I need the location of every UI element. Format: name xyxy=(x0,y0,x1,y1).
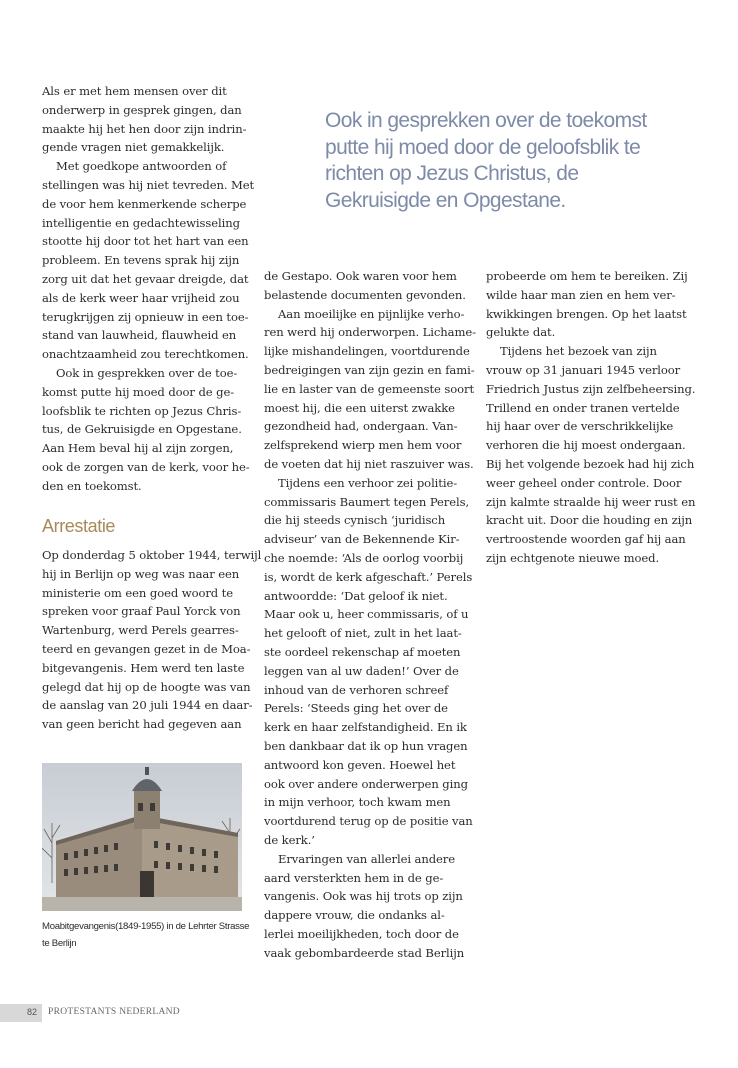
text-line: tus, de Gekruisigde en Opgestane. xyxy=(42,422,242,437)
text-line: Ook in gesprekken over de toe- xyxy=(56,365,238,380)
text-line: Wartenburg, werd Perels gearres- xyxy=(42,623,239,638)
column-2 xyxy=(264,267,476,962)
paragraph xyxy=(486,342,696,568)
text-line: probeerde om hem te bereiken. Zij xyxy=(486,269,688,283)
page-number: 82 xyxy=(27,1007,38,1017)
text-line: stellingen was hij niet tevreden. Met xyxy=(42,177,255,192)
text-line: het gelooft of niet, zult in het laat- xyxy=(264,626,462,641)
section-heading: Arrestatie xyxy=(42,516,116,536)
text-line: maakte hij het hen door zijn indrin- xyxy=(42,121,247,136)
text-line: Bij het volgende bezoek had hij zich xyxy=(486,456,695,471)
text-line: den en toekomst. xyxy=(42,478,142,493)
paragraph xyxy=(42,364,250,496)
text-line: hij haar over de verschrikkelijke xyxy=(486,419,674,434)
text-line: aard versterkten hem in de ge- xyxy=(264,870,444,885)
text-line: ministerie om een goed woord te xyxy=(42,585,233,600)
text-line: als de kerk weer haar vrijheid zou xyxy=(42,290,240,305)
text-line: kracht uit. Door die houding en zijn xyxy=(486,513,693,528)
text-line: zorg uit dat het gevaar dreigde, dat xyxy=(42,271,249,286)
text-line: de aanslag van 20 juli 1944 en daar- xyxy=(42,698,253,713)
text-line: kerk en haar zelfstandigheid. En ik xyxy=(264,720,467,735)
text-line: gende vragen niet gemakkelijk. xyxy=(42,140,225,155)
text-line: zelfsprekend wierp men hem voor xyxy=(264,438,462,453)
text-line: terugkrijgen zij opnieuw in een toe- xyxy=(42,309,249,324)
moabit-prison-photo xyxy=(42,763,242,911)
text-line: gezondheid had, ondergaan. Van- xyxy=(264,419,458,434)
text-line: ren werd hij onderworpen. Lichame- xyxy=(264,325,476,340)
text-line: Friedrich Justus zijn zelfbeheersing. xyxy=(486,381,696,396)
text-line: intelligentie en gedachtewisseling xyxy=(42,215,240,230)
text-line: vrouw op 31 januari 1945 verloor xyxy=(486,362,681,377)
text-line: leggen van al uw daden!’ Over de xyxy=(264,663,459,678)
text-line: in mijn verhoor, toch kwam men xyxy=(264,795,451,810)
paragraph xyxy=(264,474,473,850)
text-line: stootte hij door tot het hart van een xyxy=(42,234,249,249)
paragraph xyxy=(264,305,476,474)
paragraph xyxy=(42,157,255,364)
column-3 xyxy=(486,267,696,568)
text-line: Aan moeilijke en pijnlijke verho- xyxy=(278,306,465,321)
paragraph xyxy=(42,82,247,157)
text-line: Tijdens het bezoek van zijn xyxy=(500,344,657,359)
text-line: spreken voor graaf Paul Yorck von xyxy=(42,604,241,619)
text-line: ste oordeel rekenschap af moeten xyxy=(264,644,461,659)
text-line: adviseur’ van de Bekennende Kir- xyxy=(264,532,460,547)
text-line: de voor hem kenmerkende scherpe xyxy=(42,196,247,211)
text-line: is, wordt de kerk afgeschaft.’ Perels xyxy=(264,569,473,584)
text-line: teerd en gevangen gezet in de Moa- xyxy=(42,641,251,656)
caption-line: Moabitgevangenis(1849-1955) in de Lehrter Strasse xyxy=(42,921,250,932)
text-line: ben dankbaar dat ik op hun vragen xyxy=(264,738,468,753)
text-line: Op donderdag 5 oktober 1944, terwijl xyxy=(42,548,262,562)
paragraph xyxy=(264,267,469,305)
text-line: Met goedkope antwoorden of xyxy=(56,159,227,174)
text-line: gelegd dat hij op de hoogte was van xyxy=(42,679,251,694)
text-line: de Gestapo. Ook waren voor hem xyxy=(264,269,457,283)
column-1-top xyxy=(42,82,255,496)
text-line: Als er met hem mensen over dit xyxy=(42,84,227,98)
text-line: bitgevangenis. Hem werd ten laste xyxy=(42,660,245,675)
text-line: de voeten dat hij niet raszuiver was. xyxy=(264,456,474,471)
text-line: antwoordde: ‘Dat geloof ik niet. xyxy=(264,588,448,603)
caption-line: te Berlijn xyxy=(42,938,77,949)
text-line: Trillend en onder tranen vertelde xyxy=(486,400,680,415)
text-line: commissaris Baumert tegen Perels, xyxy=(264,494,470,509)
text-line: onderwerp in gesprek gingen, dan xyxy=(42,102,242,117)
text-line: moest hij, die een uiterst zwakke xyxy=(264,400,455,415)
text-line: vaak gebombardeerde stad Berlijn xyxy=(264,945,465,960)
text-line: Ervaringen van allerlei andere xyxy=(278,851,455,866)
text-line: de kerk.’ xyxy=(264,832,315,847)
text-line: Perels: ‘Steeds ging het over de xyxy=(264,701,448,716)
text-line: zijn kalmte straalde hij weer rust en xyxy=(486,494,696,509)
text-line: weer geheel onder controle. Door xyxy=(486,475,682,490)
text-line: bedreigingen van zijn gezin en fami- xyxy=(264,362,475,377)
text-line: dappere vrouw, die ondanks al- xyxy=(264,908,445,923)
text-line: vertroostende woorden gaf hij aan xyxy=(486,532,686,547)
text-line: antwoord kon geven. Hoewel het xyxy=(264,757,456,772)
text-line: zijn echtgenote nieuwe moed. xyxy=(486,550,660,565)
text-line: lie en laster van de gemeenste soort xyxy=(264,381,475,396)
pull-quote: Ook in gesprekken over de toekomst putte hij moed door de geloofsblik te richten op Jezus Christus, de Gekruisigde en Opgestane. xyxy=(325,109,647,212)
text-line: gelukte dat. xyxy=(486,325,556,340)
paragraph xyxy=(42,546,262,734)
text-line: loofsblik te richten op Jezus Chris- xyxy=(42,403,242,418)
text-line: che noemde: ‘Als de oorlog voorbij xyxy=(264,550,464,565)
text-line: belastende documenten gevonden. xyxy=(264,287,466,302)
text-line: van geen bericht had gegeven aan xyxy=(42,717,242,732)
paragraph xyxy=(486,267,696,342)
text-line: verhoren die hij moest ondergaan. xyxy=(486,438,686,453)
text-line: voortdurend terug op de positie van xyxy=(264,814,473,829)
publication-name: PROTESTANTS NEDERLAND xyxy=(48,1007,180,1017)
text-line: komst putte hij moed door de ge- xyxy=(42,384,235,399)
text-line: vangenis. Ook was hij trots op zijn xyxy=(264,889,463,904)
paragraph xyxy=(264,850,469,963)
text-line: lijke mishandelingen, voortdurende xyxy=(264,344,470,359)
text-line: ook de zorgen van de kerk, voor he- xyxy=(42,459,250,474)
photo-caption xyxy=(42,918,250,952)
text-line: kwikkingen brengen. Op het laatst xyxy=(486,306,687,321)
text-line: Maar ook u, heer commissaris, of u xyxy=(264,607,469,622)
text-line: die hij steeds cynisch ‘juridisch xyxy=(264,513,446,528)
column-1-bottom xyxy=(42,546,262,734)
text-line: stand van lauwheid, flauwheid en xyxy=(42,328,237,343)
text-line: Aan Hem beval hij al zijn zorgen, xyxy=(42,441,234,456)
text-line: onachtzaamheid zou terechtkomen. xyxy=(42,347,249,362)
text-line: wilde haar man zien en hem ver- xyxy=(486,287,676,302)
text-line: inhoud van de verhoren schreef xyxy=(264,682,449,697)
text-line: Tijdens een verhoor zei politie- xyxy=(278,475,458,490)
text-line: probleem. En tevens sprak hij zijn xyxy=(42,253,240,268)
text-line: lerlei moeilijkheden, toch door de xyxy=(264,926,459,941)
text-line: ook over andere onderwerpen ging xyxy=(264,776,468,791)
text-line: hij in Berlijn op weg was naar een xyxy=(42,566,240,581)
